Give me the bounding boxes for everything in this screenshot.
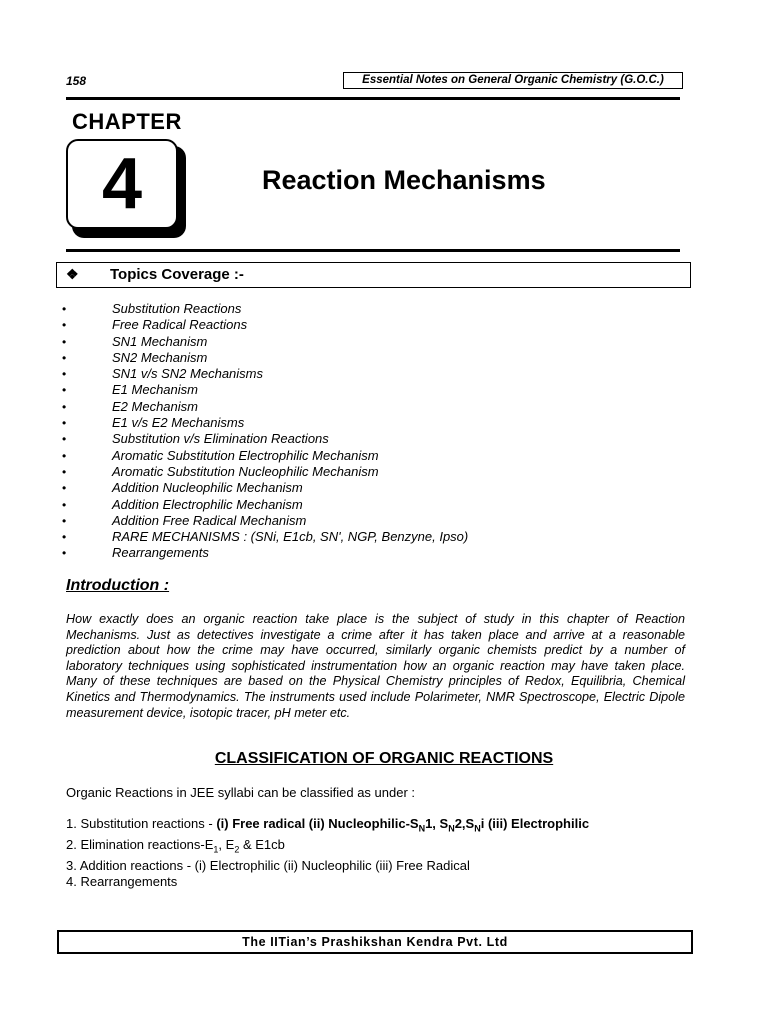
header-divider [66,97,680,100]
bullet-icon: • [62,530,67,545]
introduction-heading: Introduction : [66,577,170,594]
topic-text: Substitution v/s Elimination Reactions [112,431,329,447]
substitution-part-b: 1, S [425,816,449,831]
classification-item-addition: 3. Addition reactions - (i) Electrophilic (ii) Nucleophilic (iii) Free Radical [66,858,470,874]
bullet-icon: • [62,432,67,447]
bullet-icon: • [62,416,67,431]
topic-text: Addition Electrophilic Mechanism [112,496,303,512]
bullet-icon: • [62,464,67,479]
chapter-label: CHAPTER [72,109,182,134]
bullet-icon: • [62,513,67,528]
topic-text: SN2 Mechanism [112,349,208,365]
page-number: 158 [66,74,87,88]
topic-text: RARE MECHANISMS : (SNi, E1cb, SN', NGP, Benzyne, Ipso) [112,529,469,545]
classification-heading: CLASSIFICATION OF ORGANIC REACTIONS [214,750,554,767]
chapter-number-box [66,139,178,229]
topic-text: Free Radical Reactions [112,317,248,333]
classification-item-rearrangements: 4. Rearrangements [66,873,178,889]
bullet-icon: • [62,367,67,382]
classification-intro: Organic Reactions in JEE syllabi can be classified as under : [66,785,416,800]
topic-text: SN1 v/s SN2 Mechanisms [112,366,263,382]
subscript-2: 2 [234,844,240,855]
diamond-bullet-icon: ❖ [66,266,79,282]
substitution-types [216,816,590,834]
topic-text: SN1 Mechanism [112,333,208,349]
topic-text: Addition Free Radical Mechanism [112,512,307,528]
subscript-n: N [448,823,455,834]
bullet-icon: • [62,302,67,316]
introduction-paragraph: How exactly does an organic reaction take place is the subject of study in this chapter of Reaction Mechanisms. Just as detectives investigate a crime after it has taken place and arrive at a reasonable prediction about how the crime may have occurred, similarly organic chemists predict by a number of laboratory techniques using sophisticated instrumentation how an organic reaction may have taken place. Many of these techniques are based on the Physical Chemistry principles of Redox, Equilibria, Chemical Kinetics and Thermodynamics. The instruments used include Polarimeter, NMR Spectroscope, Electric Dipole measurement device, isotopic tracer, pH meter etc. [66,612,685,720]
topic-text: Substitution Reactions [112,301,242,316]
topics-heading: Topics Coverage :- [110,266,244,283]
bullet-icon: • [62,334,67,349]
topic-text: E2 Mechanism [112,398,198,414]
chapter-divider [66,249,680,252]
elimination-prefix: 2. Elimination reactions-E [66,837,214,853]
bullet-icon: • [62,318,67,333]
topic-text: Aromatic Substitution Electrophilic Mechanism [112,447,379,463]
bullet-icon: • [62,546,67,561]
subscript-1: 1 [213,844,219,855]
classification-list [66,816,589,889]
topics-coverage-box [56,262,691,288]
chapter-number: 4 [101,144,143,224]
substitution-prefix: 1. Substitution reactions - [66,816,217,831]
substitution-part-c: 2,S [454,816,475,831]
topic-text: Rearrangements [112,545,209,561]
subscript-n: N [474,823,481,834]
bullet-icon: • [62,448,67,463]
topic-text: E1 Mechanism [112,382,198,398]
substitution-part-a: (i) Free radical (ii) Nucleophilic-S [216,816,419,831]
classification-item-elimination [66,837,589,858]
bullet-icon: • [62,383,67,398]
topic-text: Addition Nucleophilic Mechanism [112,480,303,496]
bullet-icon: • [62,497,67,512]
running-title: Essential Notes on General Organic Chemistry (G.O.C.) [343,72,683,89]
bullet-icon: • [62,481,67,496]
topic-text: E1 v/s E2 Mechanisms [112,415,245,431]
footer-publisher: The IITian’s Prashikshan Kendra Pvt. Ltd [57,930,693,954]
elimination-mid: , E [218,837,235,853]
bullet-icon: • [62,399,67,414]
subscript-n: N [418,823,426,834]
bullet-icon: • [62,350,67,365]
chapter-title: Reaction Mechanisms [262,165,546,195]
classification-item-substitution [66,816,589,837]
topic-text: Aromatic Substitution Nucleophilic Mechanism [112,463,379,479]
substitution-part-d: i (iii) Electrophilic [480,816,590,831]
elimination-suffix: & E1cb [239,837,285,853]
